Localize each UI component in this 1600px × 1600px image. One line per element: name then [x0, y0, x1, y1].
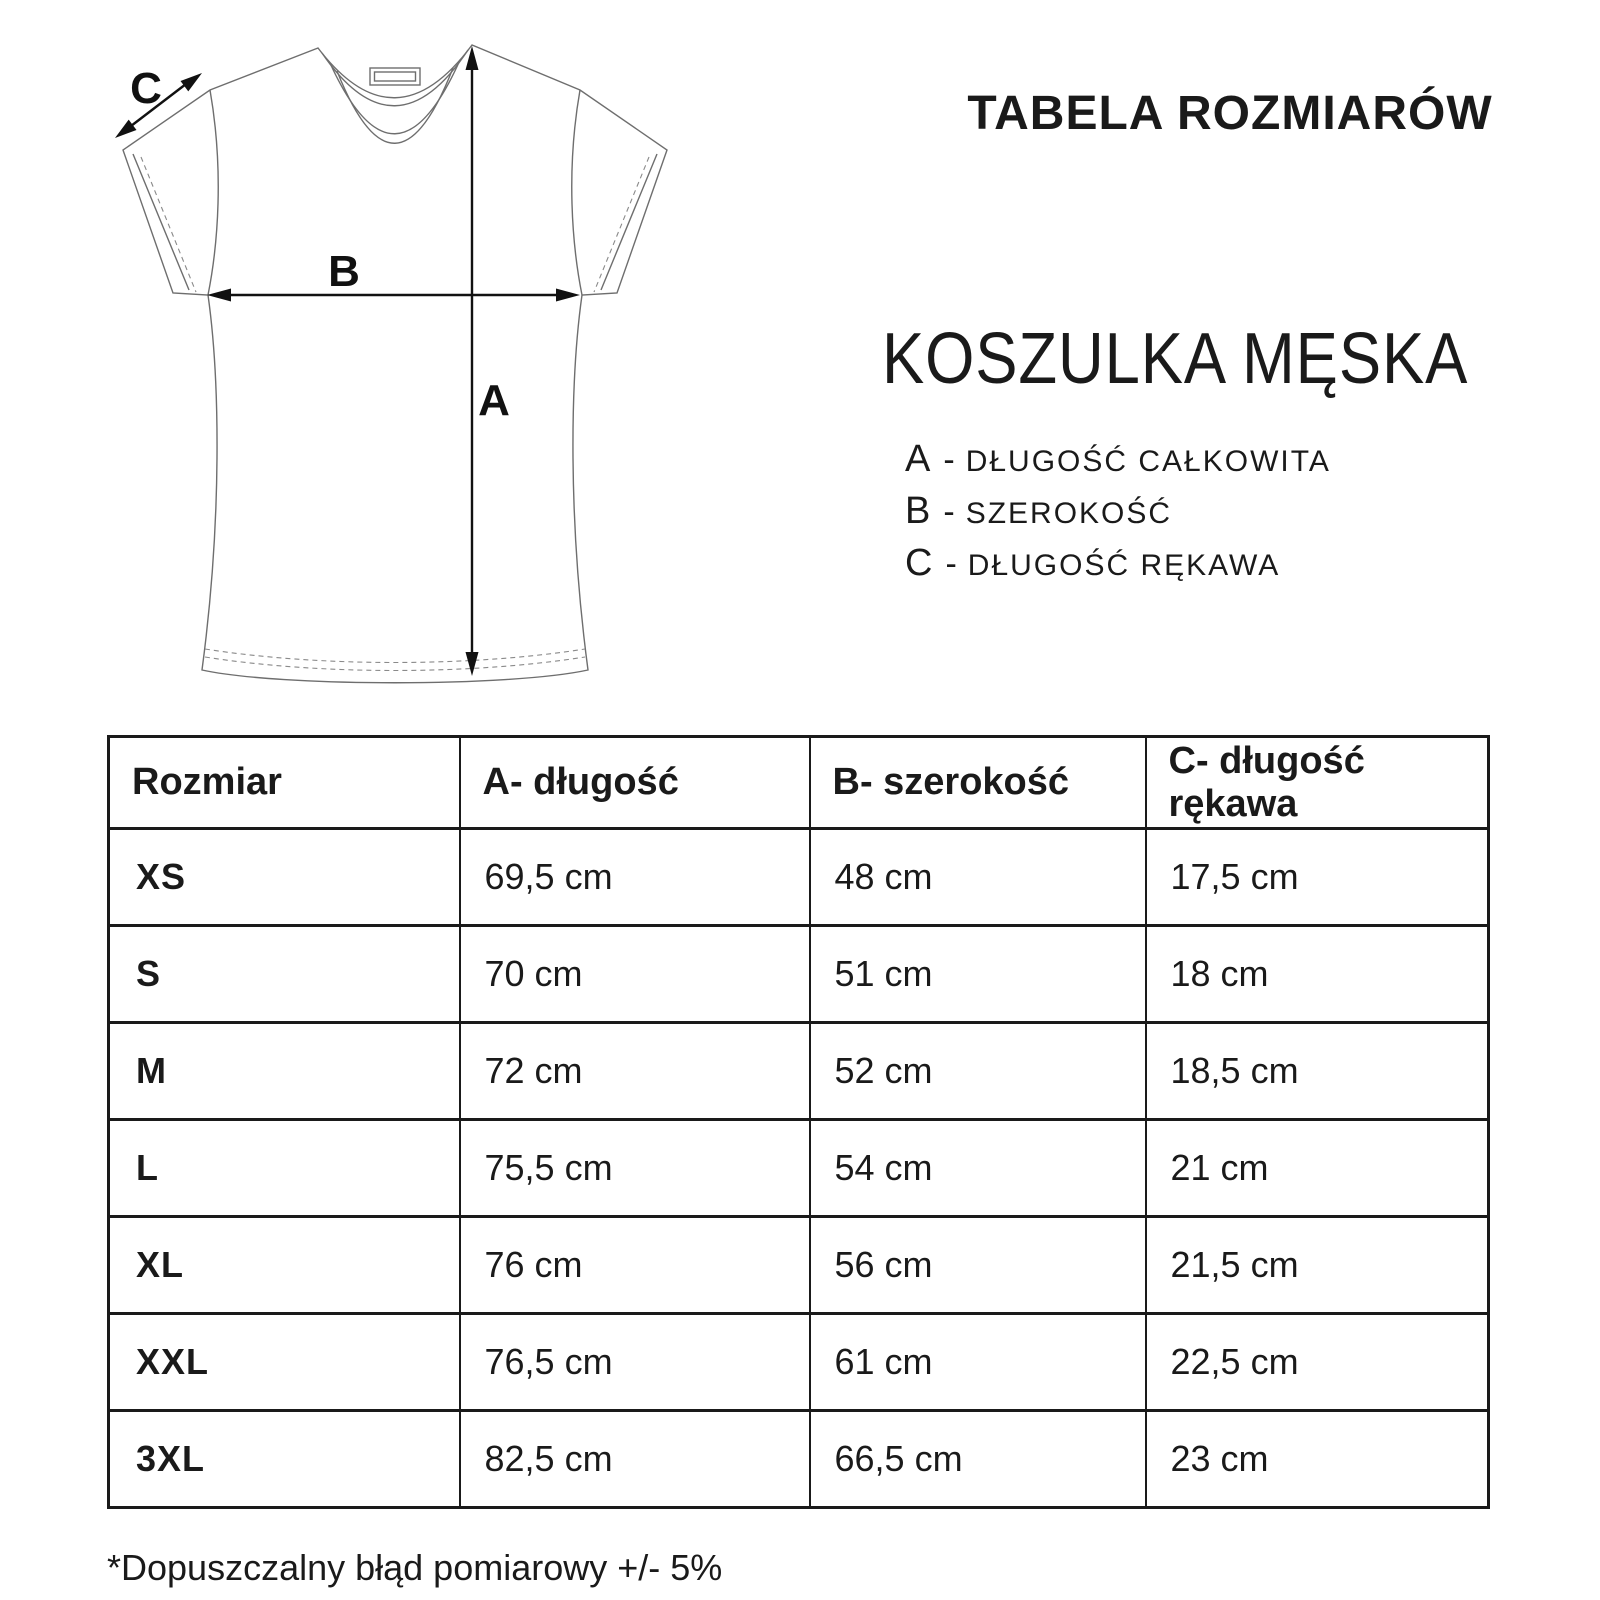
- legend-separator: -: [943, 493, 955, 531]
- value-cell-c: 21 cm: [1146, 1120, 1489, 1217]
- table-row: [109, 1023, 1489, 1120]
- table-row: [109, 1120, 1489, 1217]
- legend-item-a: [905, 438, 1331, 490]
- value-cell-c: 22,5 cm: [1146, 1314, 1489, 1411]
- legend-label: DŁUGOŚĆ CAŁKOWITA: [965, 445, 1331, 478]
- value-cell-b: 51 cm: [810, 926, 1146, 1023]
- size-cell: XL: [136, 1244, 185, 1285]
- diagram-marker-b: B: [328, 247, 360, 296]
- legend-separator: -: [945, 545, 957, 583]
- table-row: [109, 1314, 1489, 1411]
- table-row: [109, 1217, 1489, 1314]
- diagram-marker-c: C: [130, 64, 162, 113]
- value-cell-a: 70 cm: [460, 926, 810, 1023]
- legend-label: SZEROKOŚĆ: [965, 497, 1173, 530]
- value-cell-c: 18,5 cm: [1146, 1023, 1489, 1120]
- footnote: *Dopuszczalny błąd pomiarowy +/- 5%: [107, 1547, 723, 1588]
- legend-letter: B: [905, 490, 931, 532]
- value-cell-a: 72 cm: [460, 1023, 810, 1120]
- legend-letter: A: [905, 438, 931, 480]
- value-cell-b: 52 cm: [810, 1023, 1146, 1120]
- size-cell: XXL: [136, 1341, 210, 1382]
- tshirt-outline: [123, 45, 667, 683]
- value-cell-a: 76,5 cm: [460, 1314, 810, 1411]
- page-title: TABELA ROZMIARÓW: [967, 87, 1493, 140]
- column-header-b: B- szerokość: [810, 737, 1146, 829]
- value-cell-b: 66,5 cm: [810, 1411, 1146, 1508]
- column-header-size: Rozmiar: [132, 761, 282, 803]
- value-cell-b: 54 cm: [810, 1120, 1146, 1217]
- value-cell-b: 48 cm: [810, 829, 1146, 926]
- legend-label: DŁUGOŚĆ RĘKAWA: [967, 549, 1281, 582]
- table-row: [109, 1411, 1489, 1508]
- value-cell-c: 18 cm: [1146, 926, 1489, 1023]
- value-cell-a: 75,5 cm: [460, 1120, 810, 1217]
- legend-separator: -: [943, 441, 955, 479]
- header-row: [109, 737, 1489, 829]
- measurement-legend: [905, 438, 1331, 594]
- size-cell: 3XL: [136, 1438, 206, 1479]
- neck-label: [370, 68, 420, 85]
- value-cell-c: 21,5 cm: [1146, 1217, 1489, 1314]
- size-cell: XS: [136, 856, 187, 897]
- table-body: [109, 829, 1489, 1508]
- value-cell-a: 69,5 cm: [460, 829, 810, 926]
- column-header-c: C- długość rękawa: [1146, 737, 1489, 829]
- value-cell-c: 23 cm: [1146, 1411, 1489, 1508]
- table-row: [109, 829, 1489, 926]
- size-cell: S: [136, 953, 162, 994]
- column-header-a: A- długość: [460, 737, 810, 829]
- value-cell-c: 17,5 cm: [1146, 829, 1489, 926]
- tshirt-diagram: [80, 20, 680, 700]
- size-cell: L: [136, 1147, 159, 1188]
- table-row: [109, 926, 1489, 1023]
- value-cell-b: 61 cm: [810, 1314, 1146, 1411]
- legend-item-b: [905, 490, 1331, 542]
- tshirt-drawing: [80, 20, 680, 700]
- value-cell-a: 82,5 cm: [460, 1411, 810, 1508]
- size-cell: M: [136, 1050, 167, 1091]
- value-cell-b: 56 cm: [810, 1217, 1146, 1314]
- diagram-marker-a: A: [478, 376, 510, 425]
- legend-letter: C: [905, 542, 933, 584]
- product-name-text: KOSZULKA MĘSKA: [881, 319, 1469, 399]
- value-cell-a: 76 cm: [460, 1217, 810, 1314]
- size-table: [107, 735, 1490, 1509]
- product-name: [825, 318, 1525, 400]
- legend-item-c: [905, 542, 1331, 594]
